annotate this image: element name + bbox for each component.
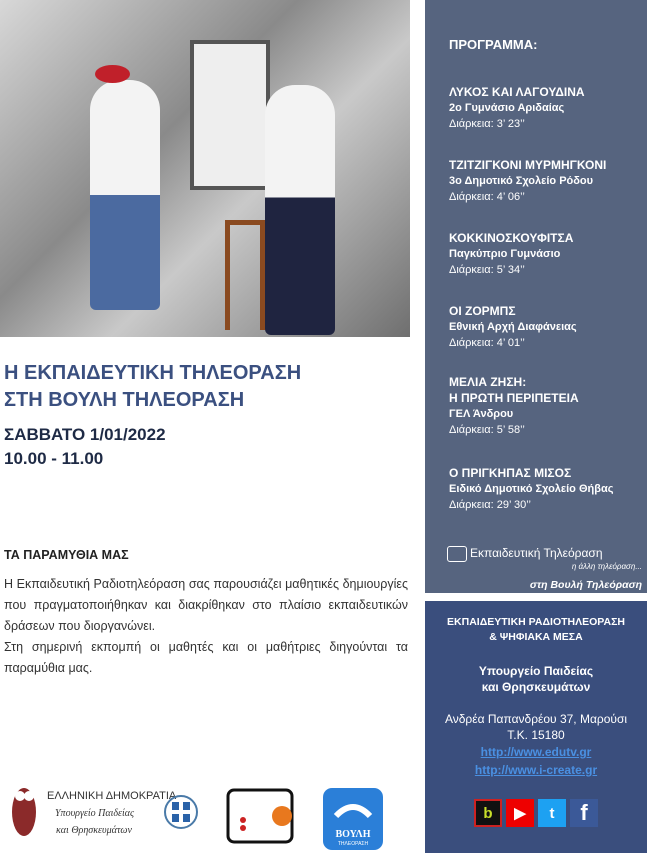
contact-panel [425, 601, 647, 853]
broadcast-time: 10.00 - 11.00 [4, 449, 104, 468]
title-line-2: ΣΤΗ ΒΟΥΛΗ ΤΗΛΕΟΡΑΣΗ [4, 389, 245, 411]
program-item [449, 84, 585, 132]
facebook-icon[interactable]: f [570, 799, 598, 827]
logo-text-vouli_sub: ΤΗΛΕΟΡΑΣΗ [337, 841, 369, 847]
ministry-line-2: και Θρησκευμάτων [481, 680, 591, 694]
program-title: Ο ΠΡΙΓΚΗΠΑΣ ΜΙΣΟΣ [449, 466, 572, 480]
photo-girl-right [265, 85, 335, 335]
edutv-logo [447, 546, 642, 591]
greek-emblem-icon [165, 796, 197, 828]
program-duration: Διάρκεια: 29’ 30’’ [449, 499, 531, 511]
logos-row [0, 780, 420, 850]
edutv-sub: στη Βουλή Τηλεόραση [529, 579, 642, 591]
program-item [449, 230, 573, 278]
tv-icon [447, 546, 467, 562]
program-school: Παγκύπριο Γυμνάσιο [449, 248, 561, 260]
photo-chair [225, 220, 265, 330]
owl-logo-icon [12, 788, 36, 836]
program-item [449, 374, 579, 438]
photo-window [190, 40, 270, 190]
program-title: ΜΕΛΙΑ ΖΗΣΗ: [449, 375, 527, 389]
edutv-face-logo-icon [228, 790, 292, 842]
address-postcode: Τ.Κ. 15180 [507, 728, 565, 742]
page-title [4, 360, 301, 414]
program-school: 3ο Δημοτικό Σχολείο Ρόδου [449, 175, 594, 187]
logo-text-ministry2: και Θρησκευμάτων [56, 825, 132, 836]
program-title-line2: Η ΠΡΩΤΗ ΠΕΡΙΠΕΤΕΙΑ [449, 391, 579, 405]
org-line-1: ΕΚΠΑΙΔΕΥΤΙΚΗ ΡΑΔΙΟΤΗΛΕΟΡΑΣΗ [447, 616, 625, 628]
icreate-link[interactable]: http://www.i-create.gr [474, 763, 598, 777]
program-duration: Διάρκεια: 5’ 58’’ [449, 424, 525, 436]
org-line-2: & ΨΗΦΙΑΚΑ ΜΕΣΑ [489, 631, 583, 643]
vouli-tv-logo-icon [323, 788, 383, 850]
program-school: 2ο Γυμνάσιο Αριδαίας [449, 102, 565, 114]
program-item [449, 303, 577, 351]
org-name [425, 615, 647, 645]
address [425, 711, 647, 743]
logo-text-republic: ΕΛΛΗΝΙΚΗ ΔΗΜΟΚΡΑΤΙΑ [47, 790, 177, 802]
description-p2: Στη σημερινή εκπομπή οι μαθητές και οι μαθήτριες διηγούνται τα παραμύθια μας. [4, 640, 408, 675]
twitter-icon[interactable]: t [538, 799, 566, 827]
program-title: ΚΟΚΚΙΝΟΣΚΟΥΦΙΤΣΑ [449, 231, 574, 245]
partner-logos [0, 780, 420, 850]
program-duration: Διάρκεια: 5’ 34’’ [449, 264, 525, 276]
program-duration: Διάρκεια: 4’ 06’’ [449, 191, 525, 203]
b-social-icon[interactable]: b [474, 799, 502, 827]
program-duration: Διάρκεια: 3’ 23’’ [449, 118, 525, 130]
program-item [449, 465, 613, 513]
logo-text-ministry1: Υπουργείο Παιδείας [55, 808, 135, 819]
program-title: ΤΖΙΤΖΙΓΚΟΝΙ ΜΥΡΜΗΓΚΟΝΙ [449, 158, 607, 172]
program-item [449, 157, 606, 205]
photo-girl-left [90, 80, 160, 310]
photo-red-beret [95, 65, 130, 83]
edutv-link[interactable]: http://www.edutv.gr [480, 745, 592, 759]
social-links [425, 799, 647, 827]
program-title: ΛΥΚΟΣ ΚΑΙ ΛΑΓΟΥΔΙΝΑ [449, 85, 585, 99]
program-heading: ΠΡΟΓΡΑΜΜΑ: [449, 37, 538, 52]
youtube-icon[interactable]: ▶ [506, 799, 534, 827]
edutv-name: Εκπαιδευτική Τηλεόραση [470, 546, 603, 561]
program-panel [425, 0, 647, 593]
section-title: ΤΑ ΠΑΡΑΜΥΘΙΑ ΜΑΣ [4, 548, 129, 562]
description-p1: Η Εκπαιδευτική Ραδιοτηλεόραση σας παρουσιάζει μαθητικές δημιουργίες που πραγματοποιήθηκαν και διακρίθηκαν στο πλαίσιο εκπαιδευτικών δράσεων που διοργανώνει. [4, 577, 408, 633]
ministry-name [425, 663, 647, 695]
description [4, 574, 408, 679]
program-title: ΟΙ ΖΟΡΜΠΣ [449, 304, 516, 318]
program-school: Ειδικό Δημοτικό Σχολείο Θήβας [449, 483, 614, 495]
program-school: Εθνική Αρχή Διαφάνειας [449, 321, 577, 333]
broadcast-date: ΣΑΒΒΑΤΟ 1/01/2022 [4, 425, 166, 444]
ministry-line-1: Υπουργείο Παιδείας [478, 664, 594, 678]
logo-text-vouli: ΒΟΥΛΗ [335, 829, 371, 840]
edutv-tagline: η άλλη τηλεόραση... [571, 562, 642, 571]
address-street: Ανδρέα Παπανδρέου 37, Μαρούσι [444, 712, 628, 726]
program-duration: Διάρκεια: 4’ 01’’ [449, 337, 525, 349]
program-school: ΓΕΛ Άνδρου [449, 408, 514, 420]
broadcast-datetime [4, 423, 166, 471]
hero-photo [0, 0, 410, 337]
title-line-1: Η ΕΚΠΑΙΔΕΥΤΙΚΗ ΤΗΛΕΟΡΑΣΗ [4, 362, 302, 384]
